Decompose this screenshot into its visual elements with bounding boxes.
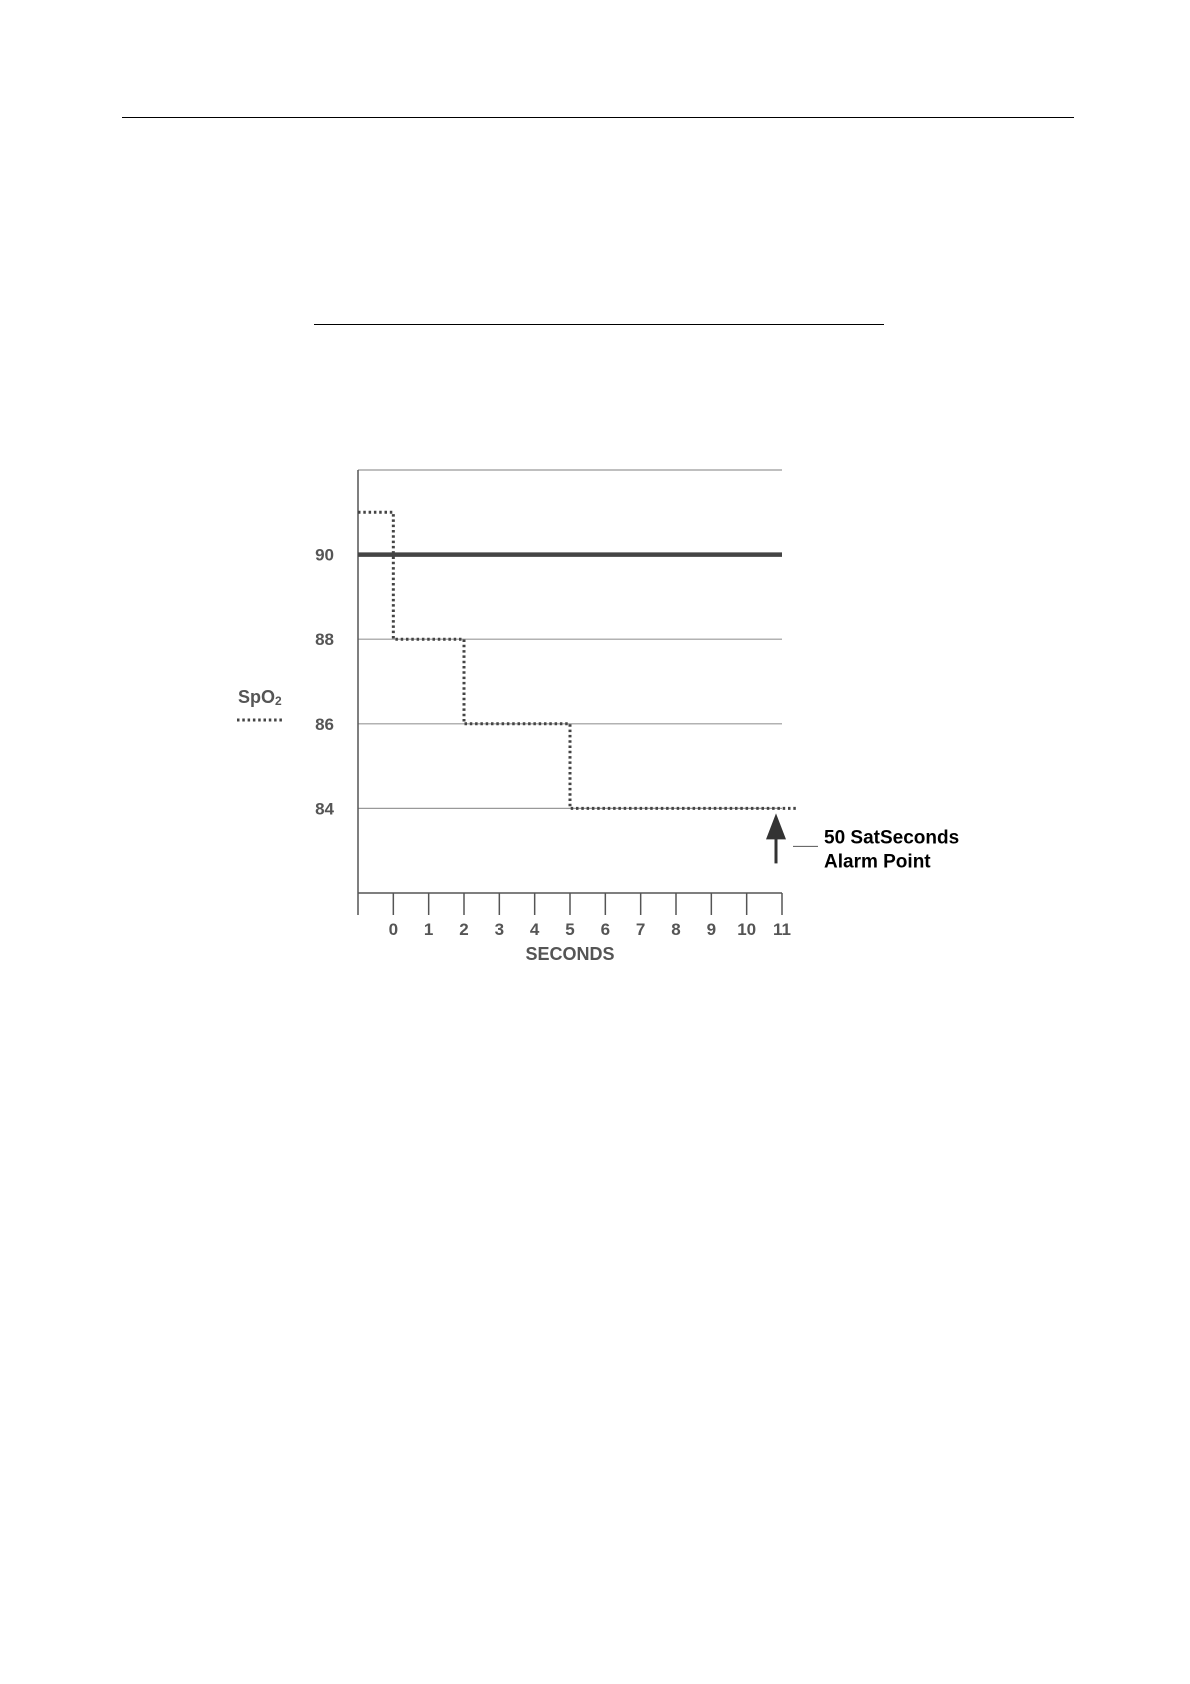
- x-tick-label-8: 8: [671, 920, 681, 939]
- y-tick-label-90: 90: [315, 545, 334, 565]
- x-tick-label-6: 6: [600, 920, 611, 939]
- x-tick-label-2: 2: [459, 920, 469, 939]
- x-tick-label-7: 7: [635, 920, 646, 939]
- x-tick-label-9: 9: [706, 920, 717, 939]
- x-tick-label-3: 3: [494, 920, 505, 939]
- x-tick-label-10: 10: [737, 920, 757, 939]
- annotation-line-2: Alarm Point: [824, 851, 931, 873]
- x-axis-label: SECONDS: [525, 944, 615, 964]
- y-tick-label-86: 86: [315, 714, 334, 734]
- y-tick-label-84: 84: [315, 799, 334, 819]
- x-tick-label-1: 1: [423, 920, 434, 939]
- x-tick-label-5: 5: [565, 920, 575, 939]
- y-axis-label-subscript: 2: [275, 694, 282, 708]
- alarm-annotation: [766, 813, 959, 872]
- axes: [358, 470, 782, 915]
- y-axis-label-main: SpO: [238, 687, 276, 707]
- y-axis-label: [238, 687, 282, 708]
- y-tick-label-88: 88: [315, 630, 334, 650]
- x-tick-label-11: 11: [773, 920, 791, 939]
- y-ticks: [315, 546, 334, 819]
- legend: [237, 687, 282, 720]
- x-ticks: [389, 893, 791, 939]
- x-tick-label-0: 0: [388, 920, 399, 939]
- x-tick-label-4: 4: [529, 920, 540, 939]
- up-arrow-icon: [766, 813, 786, 839]
- annotation-line-1: 50 SatSeconds: [824, 827, 960, 849]
